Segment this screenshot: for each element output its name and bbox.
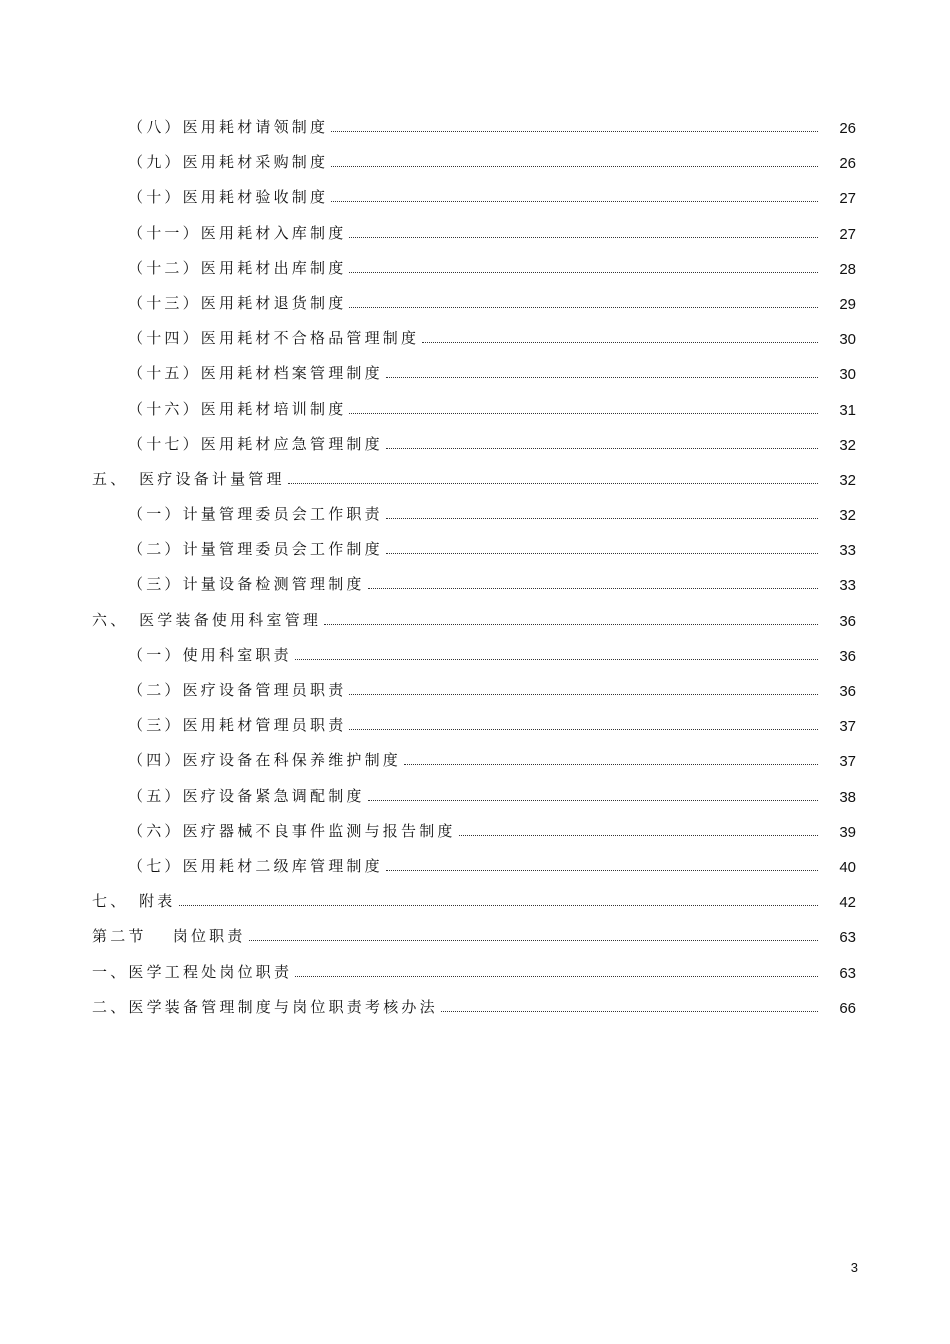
toc-entry-title: （十二）医用耗材出库制度	[128, 258, 347, 277]
toc-entry-title: （十六）医用耗材培训制度	[128, 399, 347, 418]
toc-entry[interactable]	[0, 568, 950, 603]
toc-entry-title: （二）医疗设备管理员职责	[128, 681, 347, 699]
table-of-contents	[0, 111, 950, 1026]
toc-entry-page: 40	[839, 858, 856, 876]
toc-entry-title: （一）计量管理委员会工作职责	[128, 505, 383, 524]
dot-leader	[295, 659, 818, 660]
dot-leader	[459, 835, 818, 836]
dot-leader	[349, 694, 818, 695]
page-number: 3	[850, 1260, 858, 1275]
toc-entry[interactable]	[0, 885, 950, 920]
toc-entry[interactable]	[0, 287, 950, 322]
toc-entry-page: 31	[839, 401, 856, 419]
toc-entry[interactable]	[0, 639, 950, 674]
toc-entry-page: 66	[839, 999, 856, 1017]
toc-entry-title: （四）医疗设备在科保养维护制度	[128, 751, 402, 770]
toc-entry-title: （二）计量管理委员会工作制度	[128, 540, 383, 559]
dot-leader	[386, 448, 818, 449]
dot-leader	[324, 624, 818, 625]
toc-entry-title: 七、 附表	[92, 892, 176, 911]
toc-entry[interactable]	[0, 252, 950, 287]
toc-entry[interactable]	[0, 357, 950, 392]
toc-entry-page: 27	[839, 225, 856, 243]
toc-entry-title: （五）医疗设备紧急调配制度	[128, 786, 365, 805]
toc-entry[interactable]	[0, 780, 950, 815]
dot-leader	[368, 588, 818, 589]
dot-leader	[386, 553, 818, 554]
toc-entry-title: （十七）医用耗材应急管理制度	[128, 434, 383, 453]
toc-entry[interactable]	[0, 463, 950, 498]
toc-entry[interactable]	[0, 815, 950, 850]
toc-entry-title: （十四）医用耗材不合格品管理制度	[128, 329, 420, 348]
toc-entry[interactable]	[0, 393, 950, 428]
toc-entry-title: （十三）医用耗材退货制度	[128, 293, 347, 312]
toc-entry-page: 32	[839, 507, 856, 525]
toc-entry-page: 63	[839, 964, 856, 982]
toc-entry[interactable]	[0, 991, 950, 1026]
toc-entry-title: （三）计量设备检测管理制度	[128, 575, 365, 594]
dot-leader	[295, 976, 818, 977]
toc-entry[interactable]	[0, 850, 950, 885]
dot-leader	[386, 870, 818, 871]
toc-entry-page: 28	[839, 260, 856, 278]
toc-entry[interactable]	[0, 709, 950, 744]
dot-leader	[331, 131, 818, 132]
dot-leader	[349, 307, 818, 308]
toc-entry-page: 37	[839, 718, 856, 736]
dot-leader	[331, 201, 818, 202]
dot-leader	[331, 166, 818, 167]
toc-entry[interactable]	[0, 111, 950, 146]
toc-entry-page: 26	[839, 120, 856, 137]
toc-entry[interactable]	[0, 428, 950, 463]
dot-leader	[349, 272, 818, 273]
toc-entry-title: 五、 医疗设备计量管理	[92, 469, 285, 488]
toc-entry[interactable]	[0, 146, 950, 181]
toc-entry[interactable]	[0, 533, 950, 568]
toc-entry[interactable]	[0, 604, 950, 639]
dot-leader	[386, 518, 818, 519]
dot-leader	[288, 483, 818, 484]
toc-entry-title: （九）医用耗材采购制度	[128, 153, 329, 172]
toc-entry-title: （六）医疗器械不良事件监测与报告制度	[128, 821, 456, 840]
toc-entry-page: 42	[839, 894, 856, 912]
toc-entry-page: 36	[839, 683, 856, 700]
toc-entry-title: 第二节 岗位职责	[92, 927, 246, 946]
dot-leader	[179, 905, 818, 906]
toc-entry-page: 29	[839, 295, 856, 313]
toc-entry[interactable]	[0, 181, 950, 216]
toc-entry-title: （一）使用科室职责	[128, 645, 292, 664]
toc-entry-page: 63	[839, 929, 856, 947]
dot-leader	[441, 1011, 818, 1012]
toc-entry[interactable]	[0, 217, 950, 252]
toc-entry-page: 32	[839, 436, 856, 454]
toc-entry-page: 33	[839, 577, 856, 595]
toc-entry-page: 30	[839, 366, 856, 384]
toc-entry-page: 30	[839, 331, 856, 349]
dot-leader	[422, 342, 818, 343]
toc-entry-title: 一、医学工程处岗位职责	[92, 962, 293, 981]
toc-entry-title: （十一）医用耗材入库制度	[128, 223, 347, 242]
dot-leader	[386, 377, 818, 378]
toc-entry[interactable]	[0, 744, 950, 779]
toc-entry-page: 36	[839, 647, 856, 665]
toc-entry-page: 33	[839, 542, 856, 560]
toc-entry-page: 37	[839, 753, 856, 771]
toc-entry-page: 27	[839, 190, 856, 208]
dot-leader	[404, 764, 818, 765]
toc-entry-page: 38	[839, 788, 856, 806]
dot-leader	[368, 800, 818, 801]
dot-leader	[349, 413, 818, 414]
dot-leader	[349, 729, 818, 730]
toc-entry[interactable]	[0, 674, 950, 709]
dot-leader	[349, 237, 818, 238]
toc-entry-title: （八）医用耗材请领制度	[128, 118, 329, 136]
toc-entry-page: 32	[839, 471, 856, 489]
toc-entry-page: 36	[839, 612, 856, 630]
toc-entry-page: 39	[839, 823, 856, 841]
toc-entry-title: （七）医用耗材二级库管理制度	[128, 856, 383, 875]
toc-entry-page: 26	[839, 155, 856, 173]
toc-entry-title: （十）医用耗材验收制度	[128, 188, 329, 207]
toc-entry[interactable]	[0, 956, 950, 991]
toc-entry[interactable]	[0, 920, 950, 955]
toc-entry-title: 六、 医学装备使用科室管理	[92, 610, 322, 629]
toc-entry[interactable]	[0, 498, 950, 533]
dot-leader	[249, 940, 818, 941]
toc-entry[interactable]	[0, 322, 950, 357]
toc-entry-title: （十五）医用耗材档案管理制度	[128, 364, 383, 383]
toc-entry-title: 二、医学装备管理制度与岗位职责考核办法	[92, 997, 438, 1016]
toc-entry-title: （三）医用耗材管理员职责	[128, 716, 347, 735]
